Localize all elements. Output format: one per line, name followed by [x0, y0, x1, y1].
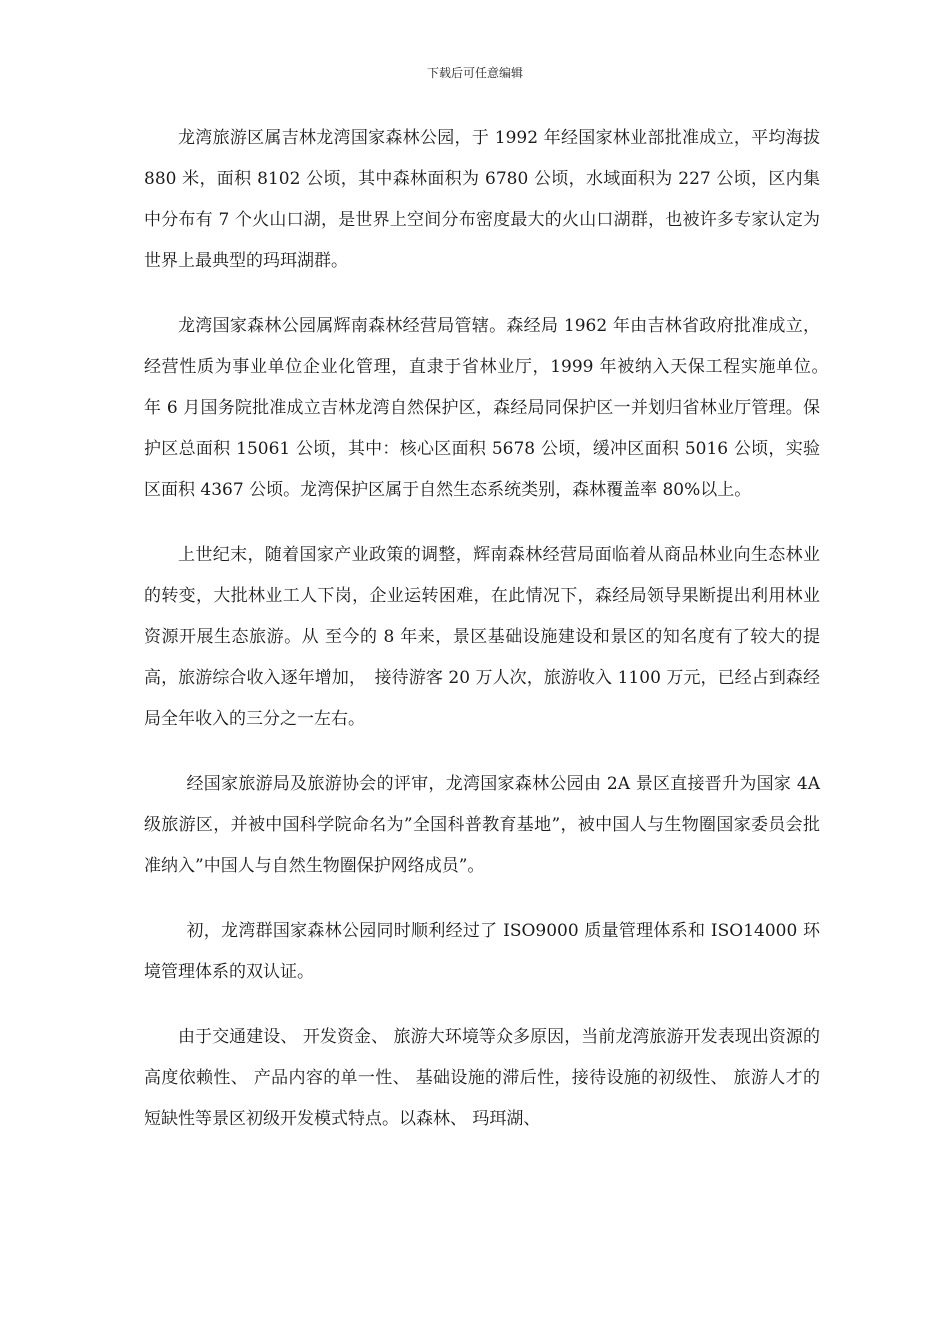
paragraph-iso-certification: 初，龙湾群国家森林公园同时顺利经过了 ISO9000 质量管理体系和 ISO14000 环境管理体系的双认证。	[144, 921, 820, 982]
paragraph-development-issues: 由于交通建设、 开发资金、 旅游大环境等众多原因，当前龙湾旅游开发表现出资源的高度依赖性、 产品内容的单一性、 基础设施的滞后性，接待设施的初级性、 旅游人才的短缺性等景区初级开发模式特点。以森林、 玛珥湖、	[144, 1027, 820, 1129]
page-header-note: 下载后可任意编辑	[426, 66, 523, 80]
paragraph-park-overview: 龙湾旅游区属吉林龙湾国家森林公园，于 1992 年经国家林业部批准成立，平均海拔 880 米，面积 8102 公顷，其中森林面积为 6780 公顷，水域面积为 227 公顷，区内集中分布有 7 个火山口湖，是世界上空间分布密度最大的火山口湖群，也被许多专家认定为世界上最典型的玛珥湖群。	[144, 128, 820, 271]
paragraph-eco-tourism-development: 上世纪末，随着国家产业政策的调整，辉南森林经营局面临着从商品林业向生态林业的转变，大批林业工人下岗，企业运转困难，在此情况下，森经局领导果断提出利用林业资源开展生态旅游。从 至今的 8 年来，景区基础设施建设和景区的知名度有了较大的提高，旅游综合收入逐年增加， 接待游客 20 万人次，旅游收入 1100 万元，已经占到森经局全年收入的三分之一左右。	[144, 545, 820, 729]
paragraph-management-bureau: 龙湾国家森林公园属辉南森林经营局管辖。森经局 1962 年由吉林省政府批准成立，经营性质为事业单位企业化管理，直隶于省林业厅，1999 年被纳入天保工程实施单位。 年 6 月国务院批准成立吉林龙湾自然保护区，森经局同保护区一并划归省林业厅管理。保护区总面积 15061 公顷，其中：核心区面积 5678 公顷，缓冲区面积 5016 公顷，实验区面积 4367 公顷。龙湾保护区属于自然生态系统类别，森林覆盖率 80%以上。	[144, 316, 837, 500]
document-body	[144, 118, 837, 1164]
paragraph-4a-promotion: 经国家旅游局及旅游协会的评审，龙湾国家森林公园由 2A 景区直接晋升为国家 4A 级旅游区，并被中国科学院命名为”全国科普教育基地”，被中国人与生物圈国家委员会批准纳入”中国人与自然生物圈保护网络成员”。	[144, 774, 820, 876]
